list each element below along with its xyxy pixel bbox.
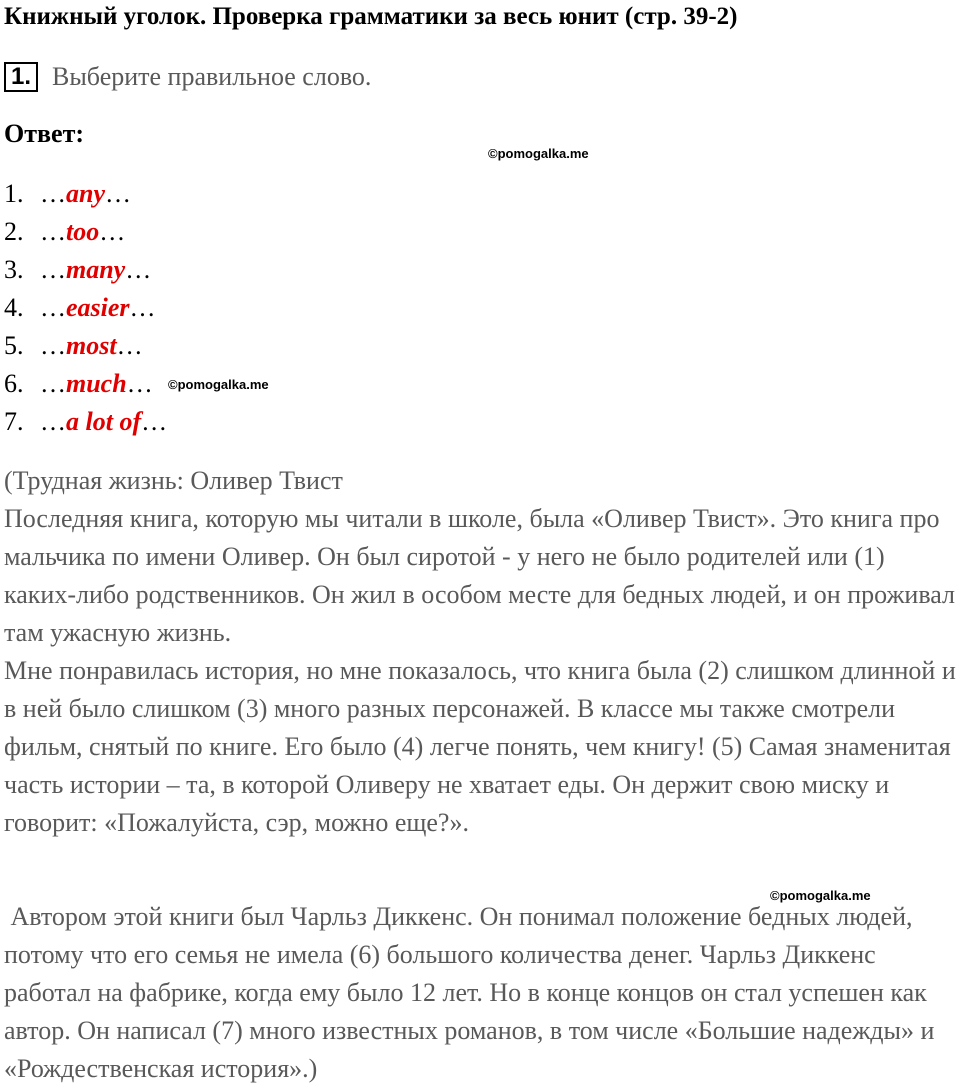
answer-list <box>4 175 269 441</box>
watermark: ©pomogalka.me <box>488 146 589 161</box>
answer-ellipsis-after: … <box>126 369 153 398</box>
answer-item <box>4 289 167 327</box>
answer-item <box>4 327 167 365</box>
answer-number: 2. <box>4 217 24 246</box>
answer-ellipsis-before: … <box>40 217 66 246</box>
answer-ellipsis-before: … <box>40 331 66 360</box>
page-title: Книжный уголок. Проверка грамматики за весь юнит (стр. 39-2) <box>4 3 738 30</box>
answer-ellipsis-before: … <box>40 369 66 398</box>
answer-item <box>4 175 167 213</box>
answer-ellipsis-after: … <box>105 179 131 208</box>
answer-item <box>4 365 269 403</box>
answer-number: 4. <box>4 293 24 322</box>
answer-number: 6. <box>4 369 24 398</box>
answer-ellipsis-after: … <box>99 217 126 246</box>
answer-word: many <box>66 255 126 284</box>
answer-word: easier <box>66 293 130 322</box>
answer-item <box>4 213 167 251</box>
answer-ellipsis-after: … <box>125 255 152 284</box>
answer-number: 3. <box>4 255 24 284</box>
answer-label: Ответ: <box>4 119 85 148</box>
task-header <box>4 60 371 94</box>
answer-ellipsis-after: … <box>141 407 168 436</box>
watermark: ©pomogalka.me <box>168 377 269 392</box>
story-paragraph-2: Автором этой книги был Чарльз Диккенс. Он понимал положение бедных людей, потому что его семья не имела (6) большого количества денег. Чарльз Диккенс работал на фабрике, когда ему было 12 лет. Но в конце концов он стал успешен как автор. Он написал (7) много известных романов, в том числе «Большие надежды» и «Рождественская история».) <box>4 902 941 1083</box>
story-paragraph-1: (Трудная жизнь: Оливер Твист Последняя книга, которую мы читали в школе, была «Оливер Твист». Это книга про мальчика по имени Оливер. Он был сиротой - у него не было родителей или (1) каких-либо родственников. Он жил в особом месте для бедных людей, и он проживал там ужасную жизнь. Мне понравилась история, но мне показалось, что книга была (2) слишком длинной и в ней было слишком (3) много разных персонажей. В классе мы также смотрели фильм, снятый по книге. Его было (4) легче понять, чем книгу! (5) Самая знаменитая часть истории – та, в которой Оливеру не хватает еды. Он держит свою миску и говорит: «Пожалуйста, сэр, можно еще?». <box>4 466 956 837</box>
watermark: ©pomogalka.me <box>770 888 871 903</box>
answer-ellipsis-before: … <box>40 293 66 322</box>
answer-number: 5. <box>4 331 24 360</box>
answer-word: any <box>66 179 105 208</box>
answer-ellipsis-before: … <box>40 255 66 284</box>
answer-item <box>4 251 167 289</box>
answer-ellipsis-before: … <box>40 179 66 208</box>
task-instruction: Выберите правильное слово. <box>52 62 372 91</box>
answer-number: 1. <box>4 179 24 208</box>
answer-item <box>4 403 167 441</box>
task-number-box: 1. <box>4 62 38 92</box>
answer-ellipsis-after: … <box>129 293 156 322</box>
answer-word: a lot of <box>66 407 142 436</box>
answer-word: most <box>66 331 117 360</box>
answer-word: much <box>66 369 127 398</box>
answer-ellipsis-after: … <box>116 331 143 360</box>
answer-word: too <box>66 217 100 246</box>
answer-ellipsis-before: … <box>40 407 66 436</box>
answer-number: 7. <box>4 407 24 436</box>
